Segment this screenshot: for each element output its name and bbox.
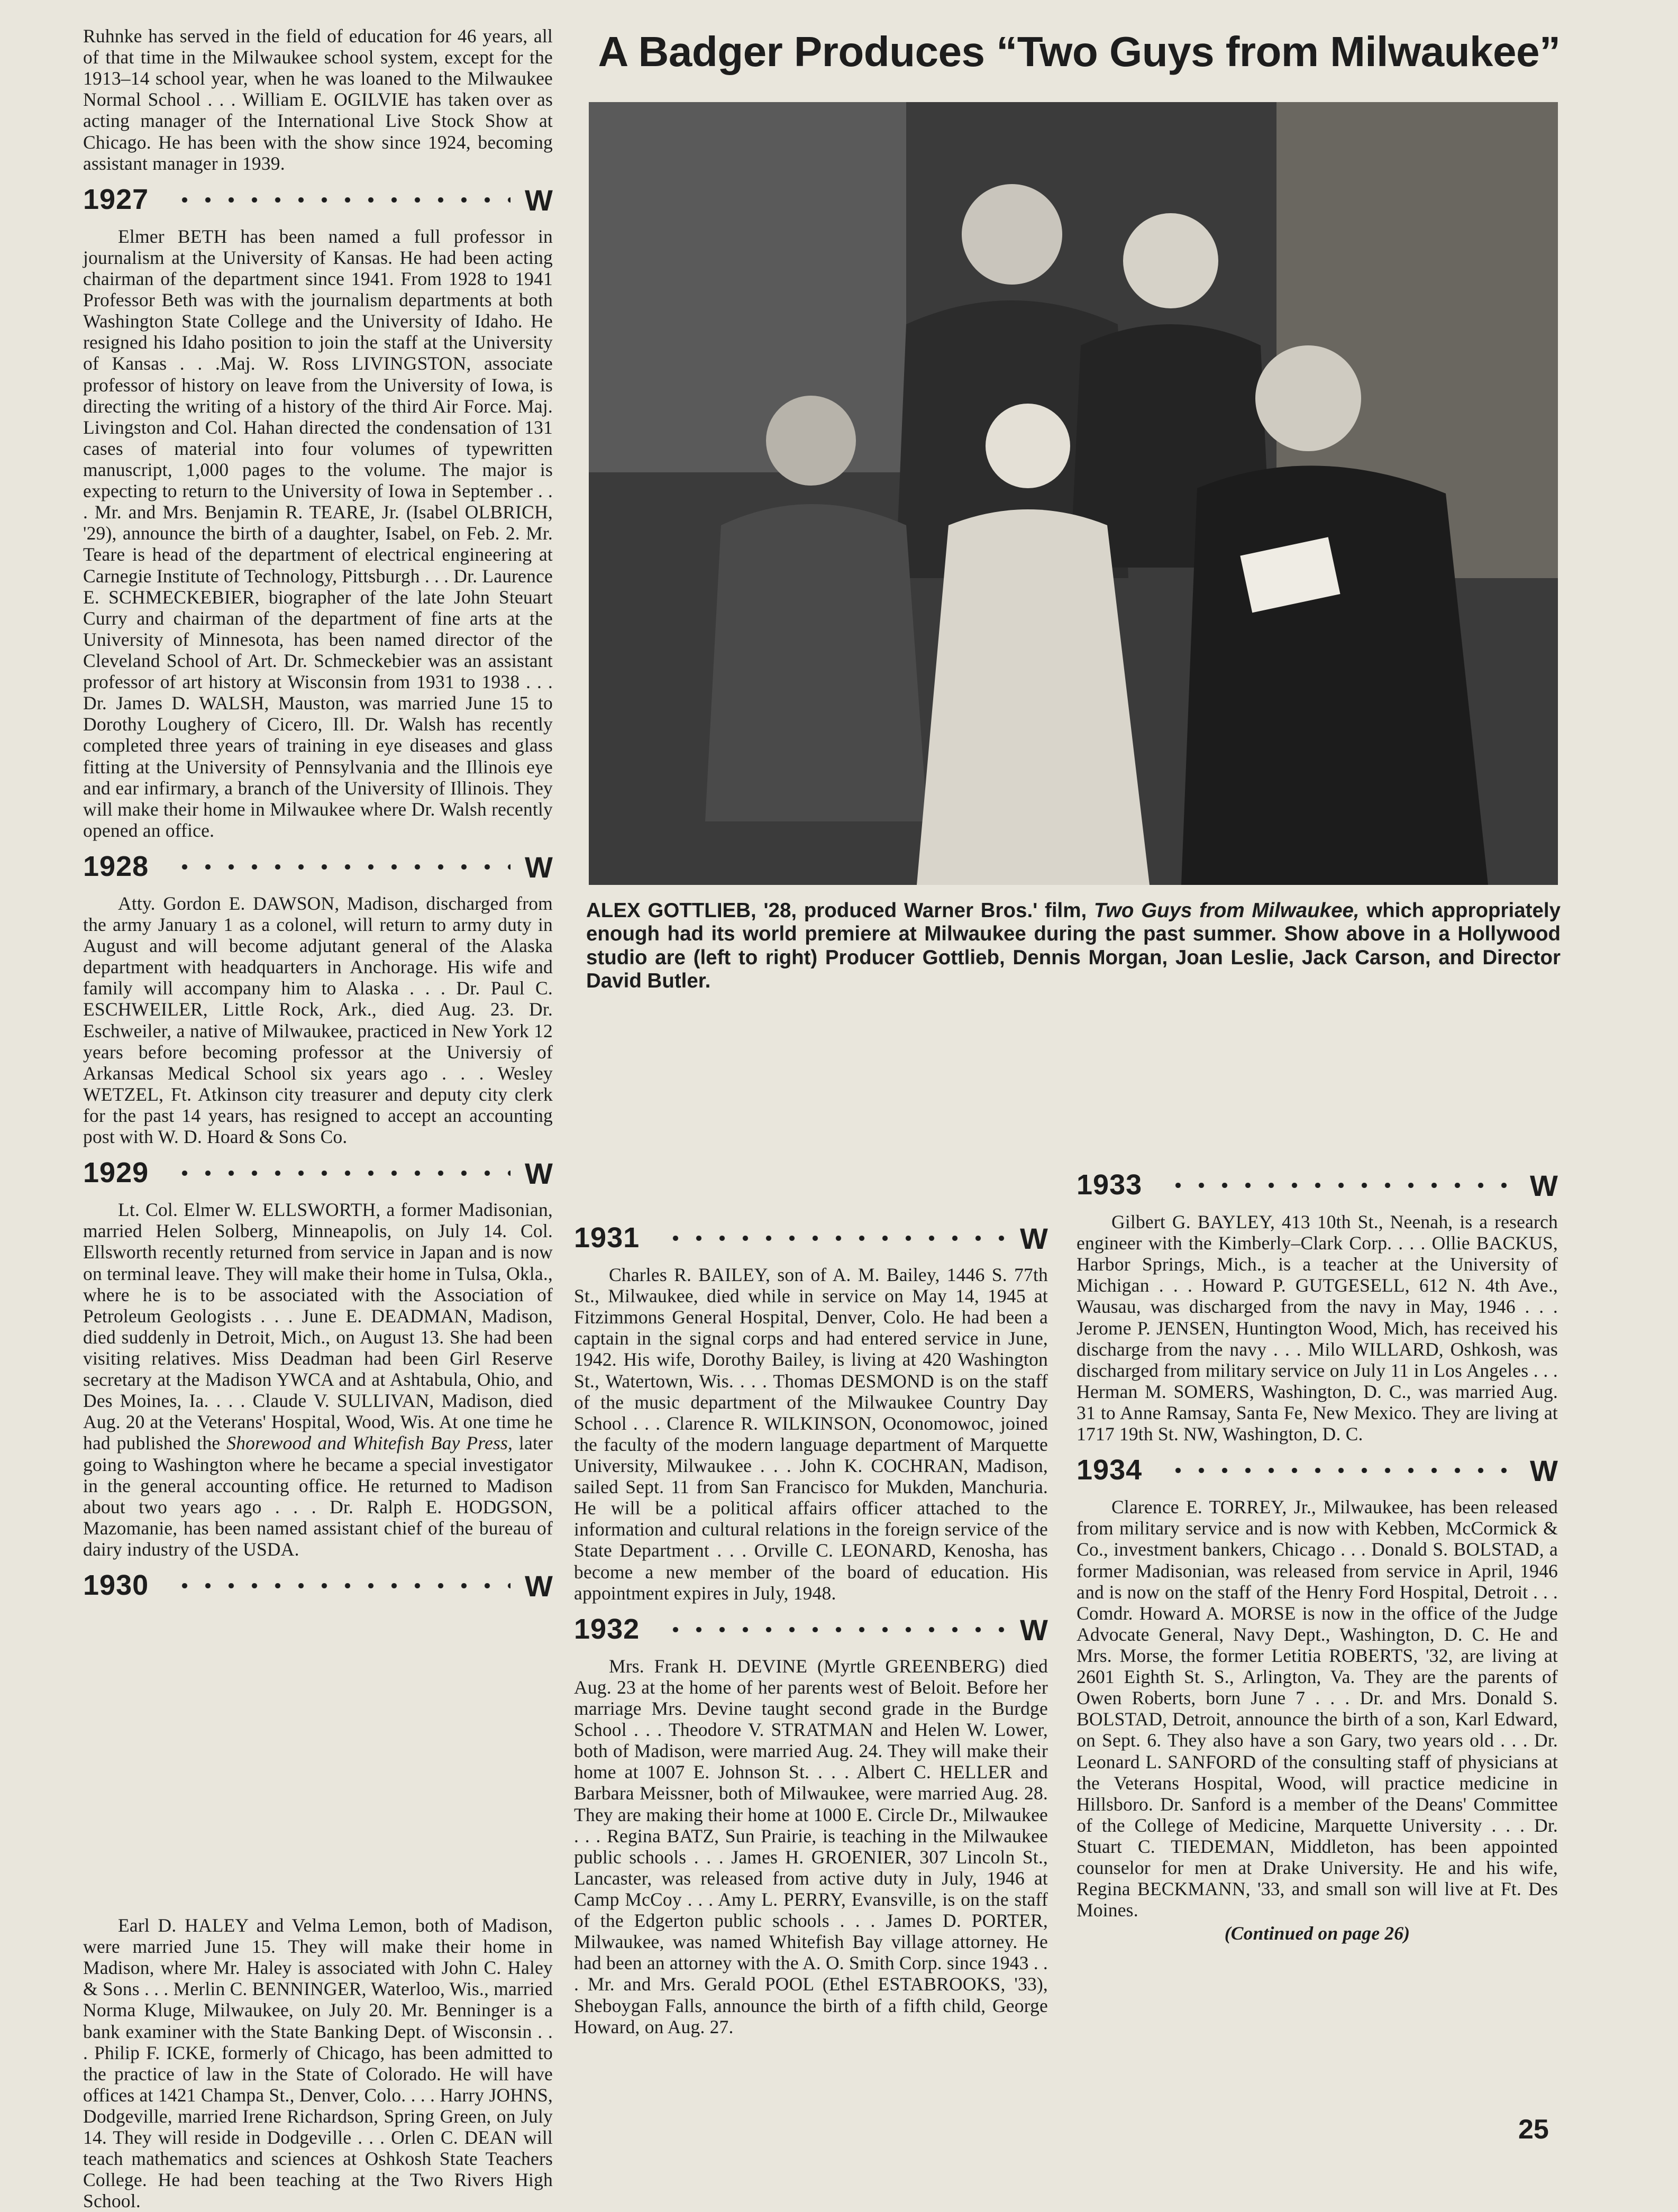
year-label: 1934 <box>1077 1454 1143 1486</box>
class-notes-1932: Mrs. Frank H. DEVINE (Myrtle GREENBERG) died Aug. 23 at the home of her parents west of Beloit. Before her marriage Mrs. Devine taught second grade in the Burdge School . . . Theodore V. STRATMAN and Helen W. Lower, both of Madison, were married Aug. 24. They will make their home at 1007 E. Johnson St. . . . Albert C. HELLER and Barbara Meissner, both of Milwaukee, were married Aug. 28. They are making their home at 1000 E. Circle Dr., Milwaukee . . . Regina BATZ, Sun Prairie, is teaching in the Milwaukee public schools . . . James H. GROENIER, 307 Lincoln St., Lancaster, was released from active duty in July, 1946 at Camp McCoy . . . Amy L. PERRY, Evansville, is on the staff of the Edgerton public schools . . . James D. PORTER, Milwaukee, was named Whitefish Bay village attorney. He had been an attorney with the A. O. Smith Corp. since 1943 . . . Mr. and Mrs. Gerald POOL (Ethel ESTABROOKS, '33), Sheboygan Falls, announce the birth of a fifth child, George Howard, on Aug. 27. <box>574 1655 1048 2037</box>
year-label: 1930 <box>83 1569 149 1602</box>
photo-caption <box>586 899 1561 993</box>
class-notes-1931: Charles R. BAILEY, son of A. M. Bailey, 1446 S. 77th St., Milwaukee, died while in service on May 14, 1945 at Fitzimmons General Hospital, Denver, Colo. He had been a captain in the signal corps and had entered service in June, 1942. His wife, Dorothy Bailey, is living at 420 Washington St., Watertown, Wis. . . . Thomas DESMOND is on the staff of the music department of the Milwaukee Country Day School . . . Clarence R. WILKINSON, Oconomowoc, joined the faculty of the modern language department of Marquette University, Milwaukee . . . John K. COCHRAN, Madison, sailed Sept. 11 from San Francisco for Mukden, Manchuria. He will be a political affairs officer attached to the information and cultural relations in the foreign service of the State Department . . . Orville C. LEONARD, Kenosha, has become a new member of the board of education. His appointment expires in July, 1948. <box>574 1264 1048 1604</box>
intro-paragraph: Ruhnke has served in the field of education for 46 years, all of that time in the Milwaukee school system, except for the 1913–14 school year, when he was loaned to the Milwaukee Normal School . . . William E. OGILVIE has taken over as acting manager of the International Live Stock Show at Chicago. He has been with the show since 1924, becoming assistant manager in 1939. <box>83 25 553 174</box>
w-marker: W <box>524 183 553 217</box>
column-left <box>83 25 553 1612</box>
year-label: 1932 <box>574 1613 640 1645</box>
article-headline: A Badger Produces “Two Guys from Milwaukee” <box>598 28 1561 75</box>
page-number: 25 <box>1518 2114 1549 2145</box>
studio-photo <box>589 102 1558 885</box>
w-marker: W <box>524 1157 553 1191</box>
caption-rest: which appropriately enough had its world premiere at Milwaukee during the past summer. Show above in a Hollywood studio are (left to right) Producer Gottlieb, Dennis Morgan, Joan Leslie, Jack Carson, and Director David Butler. <box>586 899 1561 992</box>
class-year-heading-1929 <box>83 1157 553 1192</box>
class-year-heading-1928 <box>83 851 553 885</box>
w-marker: W <box>524 1569 553 1603</box>
class-notes-1928: Atty. Gordon E. DAWSON, Madison, discharged from the army January 1 as a colonel, will return to army duty in August and will become adjutant general of the Alaska department with headquarters in Anchorage. His wife and family will accompany him to Alaska . . . Dr. Paul C. ESCHWEILER, Little Rock, Ark., died Aug. 23. Dr. Eschweiler, a native of Milwaukee, practiced in New York 12 years before becoming professor at the Universiy of Arkansas Medical School six years ago . . . Wesley WETZEL, Ft. Atkinson city treasurer and deputy city clerk for the past 14 years, has resigned to accept an accounting post with W. D. Hoard & Sons Co. <box>83 892 553 1148</box>
w-marker: W <box>1529 1454 1558 1488</box>
class-year-heading-1932 <box>574 1613 1048 1648</box>
year-label: 1929 <box>83 1157 149 1189</box>
notes-1932-clip <box>574 1656 1048 2036</box>
continued-notice: (Continued on page 26) <box>1224 1923 1410 1944</box>
class-year-heading-1930 <box>83 1569 553 1604</box>
class-notes-1934: Clarence E. TORREY, Jr., Milwaukee, has been released from military service and is now with Kebben, McCormick & Co., investment bankers, Chicago . . . Donald S. BOLSTAD, a former Madisonian, was released from service in April, 1946 and is now on the staff of the Henry Ford Hospital, Detroit . . . Comdr. Howard A. MORSE is now in the office of the Judge Advocate General, Navy Dept., Washington, D. C. He and Mrs. Morse, the former Letitia ROBERTS, '32, are living at 2601 Eighth St. S., Arlington, Va. They are the parents of Owen Roberts, born June 7 . . . Dr. and Mrs. Donald S. BOLSTAD, Detroit, announce the birth of a son, Karl Edward, on Sept. 6. They also have a son Gary, two years old . . . Dr. Leonard L. SANFORD of the consulting staff of physicians at the Veterans Hospital, Wood, will practice medicine in Hillsboro. Dr. Sanford is a member of the Deans' Committee of the College of Medicine, Marquette University . . . Dr. Stuart C. TIEDEMAN, Middleton, has been appointed counselor for men at Drake University. He and his wife, Regina BECKMANN, '33, and small son will live at Ft. Des Moines. <box>1077 1496 1558 1921</box>
class-year-heading-1927 <box>83 184 553 218</box>
class-year-heading-1931 <box>574 1222 1048 1257</box>
class-notes-1929 <box>83 1199 553 1560</box>
w-marker: W <box>1019 1222 1048 1255</box>
column-middle <box>574 1031 1048 2036</box>
w-marker: W <box>524 850 553 884</box>
w-marker: W <box>1019 1613 1048 1647</box>
year-label: 1931 <box>574 1222 640 1254</box>
column-1930-flow <box>83 1915 553 2212</box>
year-label: 1928 <box>83 850 149 882</box>
class-year-heading-1934 <box>1077 1454 1558 1489</box>
class-notes-1930: Earl D. HALEY and Velma Lemon, both of Madison, were married June 15. They will make their home in Madison, where Mr. Haley is associated with John C. Haley & Sons . . . Merlin C. BENNINGER, Waterloo, Wis., married Norma Kluge, Milwaukee, on July 20. Mr. Benninger is a bank examiner with the State Banking Dept. of Wisconsin . . . Philip F. ICKE, formerly of Chicago, has been admitted to the practice of law in the State of Colorado. He will have offices at 1421 Champa St., Denver, Colo. . . . Harry JOHNS, Dodgeville, married Irene Richardson, Spring Green, on July 14. They will reside in Dodgeville . . . Orlen C. DEAN will teach mathematics and sciences at Oshkosh State Teachers College. He had been teaching at the Two Rivers High School. <box>83 1915 553 2212</box>
notes-1929-part-a: Lt. Col. Elmer W. ELLSWORTH, a former Madisonian, married Helen Solberg, Minneapolis, on July 14. Col. Ellsworth recently returned from service in Japan and is now on terminal leave. They will make their home in Tulsa, Okla., where he is to be associated with the Association of Petroleum Geologists . . . June E. DEADMAN, Madison, died suddenly in Detroit, Mich., on August 13. She had been visiting relatives. Miss Deadman had been Girl Reserve secretary at the Madison YWCA and at Ashtabula, Ohio, and Des Moines, Ia. . . . Claude V. SULLIVAN, Madison, died Aug. 20 at the Veterans' Hospital, Wood, Wis. At one time he had published the <box>83 1199 553 1454</box>
year-label: 1933 <box>1077 1169 1143 1201</box>
photo-illustration <box>589 102 1558 885</box>
class-notes-1933: Gilbert G. BAYLEY, 413 10th St., Neenah, is a research engineer with the Kimberly–Clark Corp. . . . Ollie BACKUS, Harbor Springs, Mich., is a teacher at the University of Michigan . . . Howard P. GUTGESELL, 612 N. 4th Ave., Wausau, was discharged from the navy in May, 1946 . . . Jerome P. JENSEN, Huntington Wood, Mich, has received his discharge from the navy . . . Milo WILLARD, Oshkosh, was discharged from military service on July 11 in Los Angeles . . . Herman M. SOMERS, Washington, D. C., was married Aug. 31 to Anne Ramsay, Santa Fe, New Mexico. They are living at 1717 19th St. NW, Washington, D. C. <box>1077 1211 1558 1445</box>
publication-title: Shorewood and Whitefish Bay Press, <box>226 1432 513 1454</box>
class-notes-1927: Elmer BETH has been named a full professor in journalism at the University of Kansas. He had been acting chairman of the department since 1941. From 1928 to 1941 Professor Beth was with the journalism departments at both Washington State College and the University of Idaho. He resigned his Idaho position to join the staff at the University of Kansas . . .Maj. W. Ross LIVINGSTON, associate professor of history on leave from the University of Iowa, is directing the writing of a history of the third Air Force. Maj. Livingston and Col. Hahan directed the condensation of 131 cases of material into four volumes of typewritten manuscript, 1,000 pages to the volume. The major is expecting to return to the University of Iowa in September . . . Mr. and Mrs. Benjamin R. TEARE, Jr. (Isabel OLBRICH, '29), announce the birth of a daughter, Isabel, on Feb. 2. Mr. Teare is head of the department of electrical engineering at Carnegie Institute of Technology, Pittsburgh . . . Dr. Laurence E. SCHMECKEBIER, biographer of the late John Steuart Curry and chairman of the department of fine arts at the University of Minnesota, has been named director of the Cleveland School of Art. Dr. Schmeckebier was an assistant professor of art history at Wisconsin from 1931 to 1938 . . . Dr. James D. WALSH, Mauston, was married June 15 to Dorothy Loughery of Cicero, Ill. Dr. Walsh has recently completed three years of training in eye diseases and glass fitting at the University of Pennsylvania and the Illinois eye and ear infirmary, a branch of the University of Illinois. They will make their home in Milwaukee where Dr. Walsh recently opened an office. <box>83 225 553 841</box>
caption-prefix: ALEX GOTTLIEB, '28, produced Warner Bros.' film, <box>586 899 1094 922</box>
year-label: 1927 <box>83 183 149 215</box>
w-marker: W <box>1529 1169 1558 1202</box>
caption-film-title: Two Guys from Milwaukee, <box>1093 899 1360 922</box>
class-year-heading-1933 <box>1077 1169 1558 1204</box>
column-right <box>1077 1031 1558 1944</box>
notes-1929-part-b: later going to Washington where he became a special investigator in the general accounting office. He returned to Madison about two years ago . . . Dr. Ralph E. HODGSON, Mazomanie, has been named assistant chief of the bureau of dairy industry of the USDA. <box>83 1432 553 1560</box>
